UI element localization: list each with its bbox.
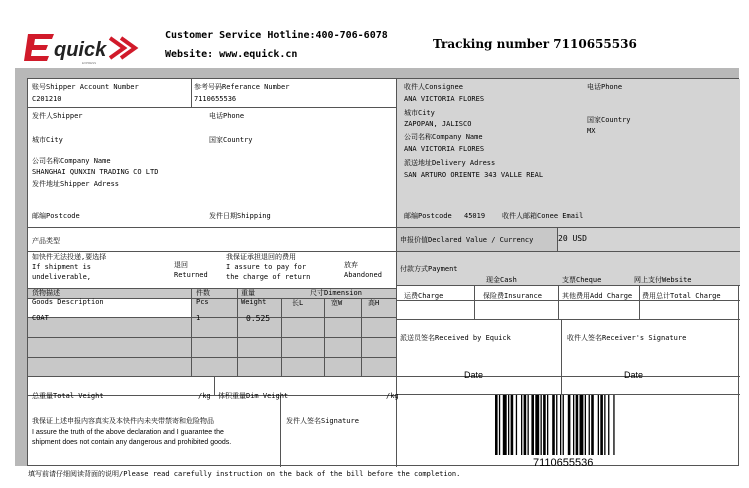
assure-label: 我保证承担退回的费用 xyxy=(226,253,296,261)
consignee-country-value: MX xyxy=(587,127,596,135)
weight-en: Weight xyxy=(241,298,267,306)
width-label: 宽W xyxy=(331,299,343,307)
divider xyxy=(558,285,559,319)
shipper-account-label: 账号Shipper Account Number xyxy=(32,83,139,91)
consignee-company-label: 公司名称Company Name xyxy=(404,133,483,141)
goods-row-pcs: 1 xyxy=(196,314,201,322)
receiver-signature-label: 收件人签名Receiver's Signature xyxy=(567,334,687,342)
declared-value: 20 USD xyxy=(558,234,587,243)
declaration-en-1: I assure the truth of the above declaration and I guarantee the xyxy=(32,429,224,436)
divider xyxy=(214,376,215,395)
consignee-postcode-value: 45019 xyxy=(464,212,486,220)
declaration-en-2: shipment does not contain any dangerous and prohibited goods. xyxy=(32,439,232,446)
goods-rows-gray xyxy=(28,317,191,376)
shipper-signature-label: 发件人签名Signature xyxy=(286,417,359,425)
shipper-account-value: C201210 xyxy=(32,95,62,103)
returned-en: Returned xyxy=(174,271,208,279)
add-charge-label: 其他费用Add Charge xyxy=(562,292,633,300)
shipper-address-label: 发件地址Shipper Adress xyxy=(32,180,120,188)
total-charge-label: 费用总计Total Charge xyxy=(642,292,721,300)
declaration-cn: 我保证上述申报内容真实及本快件内未夹带禁寄和危险物品 xyxy=(32,417,214,425)
weight-label: 重量 xyxy=(241,289,255,297)
shipper-postcode-label: 邮编Postcode xyxy=(32,212,80,220)
shipper-company-value: SHANGHAI QUNXIN TRADING CO LTD xyxy=(32,168,159,176)
footer-instruction: 填写前请仔细阅读背面的说明/Please read carefully instruction on the back of the bill before the completion. xyxy=(28,470,461,478)
undeliverable-label: 如快件无法投递,要选择 xyxy=(32,253,107,261)
divider xyxy=(396,319,740,320)
goods-row-weight: 0.525 xyxy=(246,314,271,323)
delivery-address-label: 派送地址Delivery Adress xyxy=(404,159,496,167)
divider xyxy=(561,319,562,394)
charge-label: 运费Charge xyxy=(404,292,444,300)
consignee-country-label: 国家Country xyxy=(587,116,631,124)
consignee-email-label: 收件人邮箱Conee Email xyxy=(502,212,584,220)
divider xyxy=(191,79,192,107)
divider xyxy=(396,285,740,286)
delivery-address-value: SAN ARTURO ORIENTE 343 VALLE REAL xyxy=(404,171,544,179)
insurance-label: 保险费Insurance xyxy=(483,292,542,300)
divider xyxy=(28,357,396,358)
tracking-number-title: Tracking number 7110655536 xyxy=(433,37,637,51)
kg-unit-1: /kg xyxy=(198,392,211,400)
reference-value: 7110655536 xyxy=(194,95,237,103)
assure-en-1: I assure to pay for xyxy=(226,263,307,271)
divider xyxy=(237,288,238,376)
abandoned-label: 放弃 xyxy=(344,261,358,269)
goods-desc-label: 货物描述 xyxy=(32,289,60,297)
shipper-company-label: 公司名称Company Name xyxy=(32,157,111,165)
date-label-2: Date xyxy=(624,370,644,380)
date-label-1: Date xyxy=(464,370,484,380)
total-weight-label: 总重量Total Veight xyxy=(32,392,104,400)
svg-text:EXPRESS: EXPRESS xyxy=(82,61,97,65)
ship-date-label: 发件日期Shipping xyxy=(209,212,271,220)
payment-website: 网上支付Website xyxy=(634,276,692,284)
shipper-label: 发件人Shipper xyxy=(32,112,83,120)
consignee-city-value: ZAPOPAN, JALISCO xyxy=(404,120,472,128)
divider xyxy=(28,337,396,338)
shipper-country-label: 国家Country xyxy=(209,136,253,144)
website-text: Website: www.equick.cn xyxy=(165,49,298,60)
consignee-label: 收件人Consignee xyxy=(404,83,463,91)
height-label: 高H xyxy=(368,299,380,307)
received-by-label: 派送员签名Received by Equick xyxy=(400,334,511,342)
returned-label: 退回 xyxy=(174,261,188,269)
undeliverable-en-1: If shipment is xyxy=(32,263,92,271)
divider xyxy=(28,251,396,252)
goods-row-desc: COAT xyxy=(32,314,49,322)
reference-label: 参考号码Referance Number xyxy=(194,83,290,91)
payment-cash: 现金Cash xyxy=(486,276,517,284)
tracking-barcode xyxy=(495,395,643,455)
goods-desc-en: Goods Description xyxy=(32,298,104,306)
hotline-text: Customer Service Hotline:400-706-6078 xyxy=(165,30,388,41)
divider xyxy=(396,79,397,467)
product-type-label: 产品类型 xyxy=(32,237,60,245)
consignee-phone-label: 电话Phone xyxy=(587,83,623,91)
shipper-phone-label: 电话Phone xyxy=(209,112,245,120)
divider xyxy=(639,285,640,319)
divider xyxy=(280,395,281,467)
divider xyxy=(396,251,740,252)
divider xyxy=(324,298,325,376)
divider xyxy=(361,298,362,376)
barcode-number: 7110655536 xyxy=(533,457,594,469)
divider xyxy=(28,227,396,228)
divider xyxy=(28,107,396,108)
divider xyxy=(396,227,740,228)
consignee-value: ANA VICTORIA FLORES xyxy=(404,95,485,103)
payment-label: 付款方式Payment xyxy=(400,265,458,273)
dim-weight-label: 体积重量Dim Veight xyxy=(218,392,289,400)
consignee-city-label: 城市City xyxy=(404,109,435,117)
pcs-en: Pcs xyxy=(196,298,209,306)
assure-en-2: the charge of return xyxy=(226,273,311,281)
dimension-label: 尺寸Dimension xyxy=(310,289,362,297)
declared-value-label: 申报价值Declared Value / Currency xyxy=(400,236,534,244)
divider xyxy=(474,285,475,319)
consignee-company-value: ANA VICTORIA FLORES xyxy=(404,145,485,153)
shipper-city-label: 城市City xyxy=(32,136,63,144)
payment-cheque: 支票Cheque xyxy=(562,276,602,284)
abandoned-en: Abandoned xyxy=(344,271,382,279)
divider xyxy=(28,317,396,318)
divider xyxy=(191,288,192,376)
length-label: 长L xyxy=(292,299,304,307)
pcs-label: 件数 xyxy=(196,289,210,297)
svg-text:quick: quick xyxy=(54,39,107,61)
divider xyxy=(281,298,282,376)
kg-unit-2: /kg xyxy=(386,392,399,400)
undeliverable-en-2: undeliverable, xyxy=(32,273,92,281)
equick-logo xyxy=(24,30,150,66)
consignee-postcode-label: 邮编Postcode xyxy=(404,212,452,220)
